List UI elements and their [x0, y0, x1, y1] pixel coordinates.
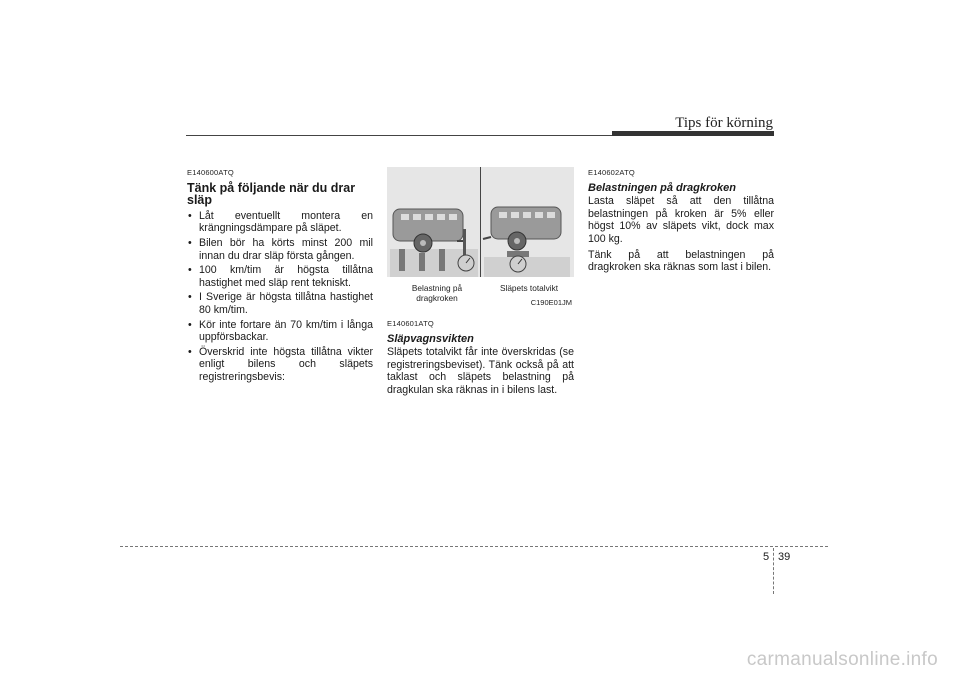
list-item: • Kör inte fortare än 70 km/tim i långa uppförsbackar.	[188, 318, 373, 344]
section-code: E140602ATQ	[588, 168, 635, 177]
column-towing-tips	[187, 167, 373, 386]
list-item: • Låt eventuellt montera en krängningsdämpare på släpet.	[188, 209, 373, 235]
body-text: Lasta släpet så att den tillåtna belastningen på kroken är 5% eller högst 10% av släpets vikt, dock max 100 kg.	[588, 195, 774, 245]
body-text: Tänk på att belastningen på dragkroken ska räknas som last i bilen.	[588, 248, 774, 274]
watermark: carmanualsonline.info	[746, 649, 938, 670]
section-heading: Belastningen på dragkroken	[588, 181, 736, 194]
towing-tips-list	[187, 210, 373, 384]
caption-trailer-weight: Släpets totalvikt	[499, 283, 559, 293]
section-code: E140600ATQ	[187, 168, 234, 177]
section-heading: Tänk på följande när du drar släp	[187, 180, 356, 208]
column-trailer-weight	[387, 167, 574, 400]
page-number-divider	[773, 548, 774, 594]
list-item: • 100 km/tim är högsta tillåtna hastighet med släp rent tekniskt.	[188, 264, 373, 289]
section-code: E140601ATQ	[387, 319, 434, 328]
list-item: • Överskrid inte högsta tillåtna vikter enligt bilens och släpets registreringsbevis:	[188, 345, 373, 383]
page-number: 39	[778, 551, 791, 563]
figure-code: C190E01JM	[530, 298, 572, 308]
chapter-number: 5	[763, 551, 770, 563]
header-rule-accent	[612, 131, 774, 136]
trailer-load-illustration	[387, 167, 574, 312]
footer-rule	[120, 546, 828, 547]
list-item: • I Sverige är högsta tillåtna hastighet 80 km/tim.	[188, 291, 373, 316]
caption-tongue-load: Belastning på dragkroken	[411, 283, 463, 303]
column-tongue-load	[588, 167, 774, 277]
section-title: Tips för körning	[675, 115, 773, 131]
section-heading: Släpvagnsvikten	[387, 332, 474, 345]
body-text: Släpets totalvikt får inte överskridas (se registreringsbeviset). Tänk också på att taklast och släpets belastning på dragkulan ska räknas in i bilens last.	[387, 346, 574, 396]
list-item: • Bilen bör ha körts minst 200 mil innan du drar släp första gången.	[188, 236, 373, 262]
